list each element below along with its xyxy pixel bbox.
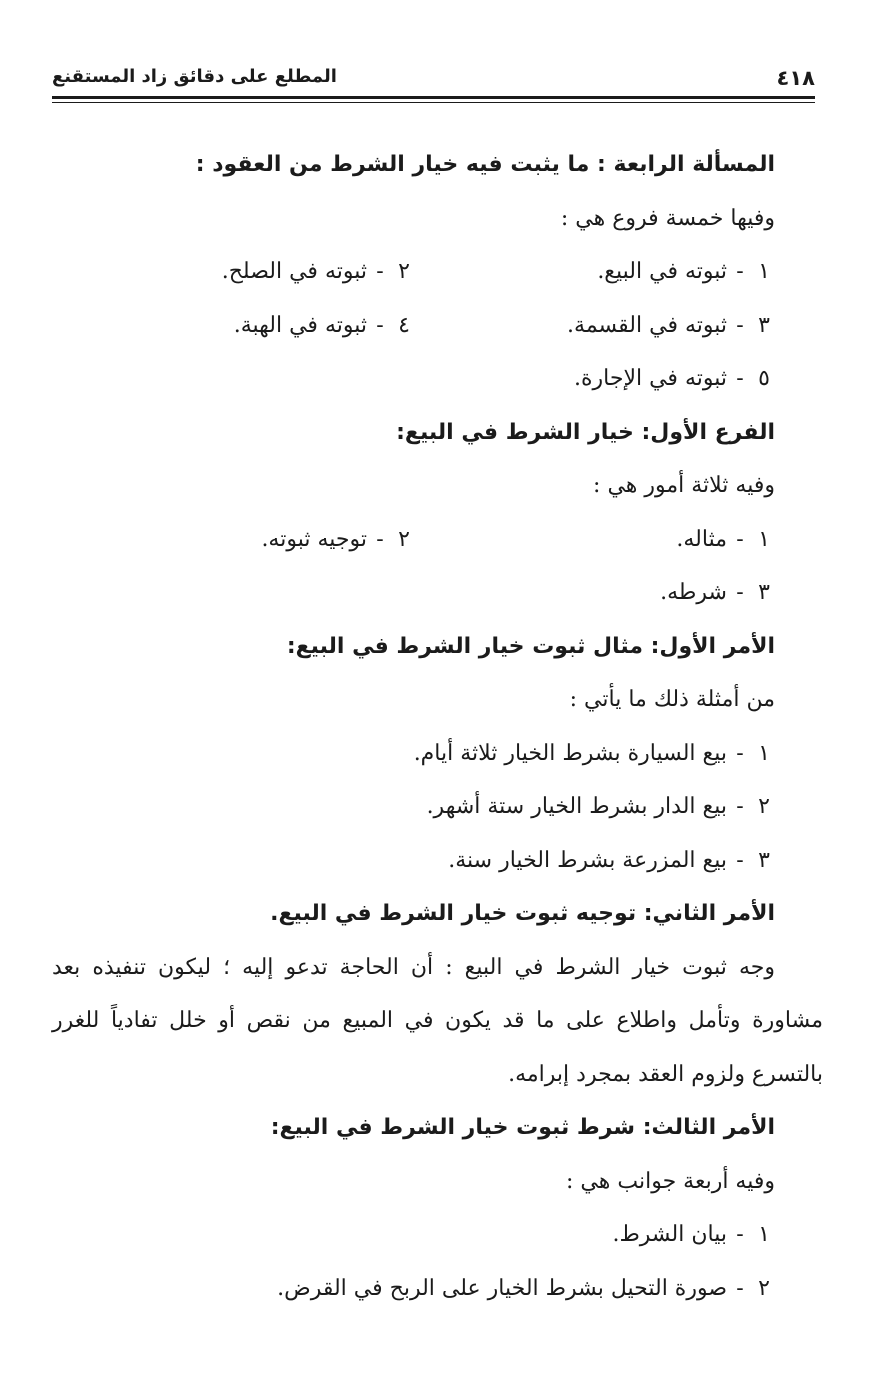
matter-item: ١-مثاله. bbox=[676, 526, 770, 552]
header-rule-thin bbox=[52, 102, 815, 103]
page-number: ٤١٨ bbox=[776, 66, 815, 90]
paragraph-line: مشاورة وتأمل واطلاع على ما قد يكون في المبيع من نقص أو خلل تفادياً للغرر bbox=[52, 1008, 823, 1033]
matter1-intro: من أمثلة ذلك ما يأتي : bbox=[569, 687, 775, 712]
branch-row bbox=[52, 299, 775, 353]
aspect-item: ٢-صورة التحيل بشرط الخيار على الربح في القرض. bbox=[277, 1275, 770, 1301]
branch-row bbox=[52, 245, 775, 299]
matter-item: ٢-توجيه ثبوته. bbox=[261, 526, 410, 552]
running-header bbox=[52, 58, 815, 102]
matter2-heading: الأمر الثاني: توجيه ثبوت خيار الشرط في البيع. bbox=[270, 901, 775, 926]
example-item: ٣-بيع المزرعة بشرط الخيار سنة. bbox=[448, 847, 770, 873]
issue-heading: المسألة الرابعة : ما يثبت فيه خيار الشرط من العقود : bbox=[195, 152, 775, 177]
matter3-heading: الأمر الثالث: شرط ثبوت خيار الشرط في البيع: bbox=[270, 1115, 775, 1140]
branch-item: ٢-ثبوته في الصلح. bbox=[221, 259, 410, 284]
paragraph-line: بالتسرع ولزوم العقد بمجرد إبرامه. bbox=[508, 1061, 823, 1087]
example-item: ١-بيع السيارة بشرط الخيار ثلاثة أيام. bbox=[413, 740, 770, 766]
matter-row bbox=[52, 513, 775, 567]
branch1-heading: الفرع الأول: خيار الشرط في البيع: bbox=[396, 419, 775, 445]
matter-item: ٣-شرطه. bbox=[660, 580, 770, 605]
branch1-intro: وفيه ثلاثة أمور هي : bbox=[593, 473, 775, 498]
page-body bbox=[52, 138, 823, 1315]
issue-intro: وفيها خمسة فروع هي : bbox=[560, 205, 775, 231]
matter2-paragraph bbox=[52, 941, 823, 1102]
matter3-intro: وفيه أربعة جوانب هي : bbox=[566, 1168, 775, 1194]
matter1-heading: الأمر الأول: مثال ثبوت خيار الشرط في البيع: bbox=[286, 633, 775, 659]
branch-item: ٣-ثبوته في القسمة. bbox=[567, 312, 770, 338]
branch-item: ١-ثبوته في البيع. bbox=[597, 259, 770, 284]
aspect-item: ١-بيان الشرط. bbox=[612, 1222, 770, 1247]
example-item: ٢-بيع الدار بشرط الخيار ستة أشهر. bbox=[426, 794, 770, 819]
paragraph-line: وجه ثبوت خيار الشرط في البيع : أن الحاجة تدعو إليه ؛ ليكون تنفيذه بعد bbox=[52, 954, 775, 980]
branch-item: ٤-ثبوته في الهبة. bbox=[233, 312, 410, 338]
branch-item: ٥-ثبوته في الإجارة. bbox=[574, 366, 770, 391]
header-rule-thick bbox=[52, 96, 815, 99]
book-title: المطلع على دقائق زاد المستقنع bbox=[52, 66, 337, 87]
